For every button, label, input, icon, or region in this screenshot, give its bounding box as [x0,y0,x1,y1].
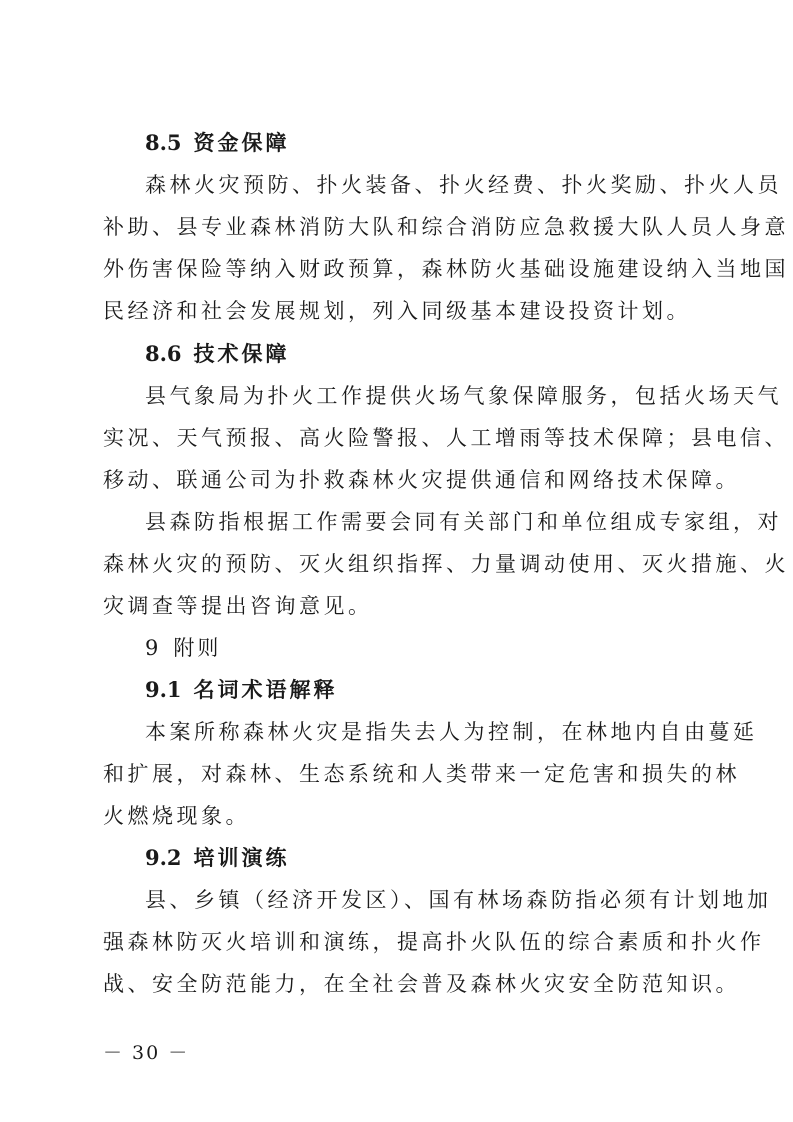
section-title: 培训演练 [193,845,290,870]
paragraph-line: 和扩展，对森林、生态系统和人类带来一定危害和损失的林 [103,762,740,786]
section-number: 9.2 [145,845,182,870]
paragraph-line: 灾调查等提出咨询意见。 [103,594,373,618]
paragraph-line: 县气象局为扑火工作提供火场气象保障服务，包括火场天气 [145,384,782,408]
chapter-number: 9 [145,636,162,660]
paragraph-line: 实况、天气预报、高火险警报、人工增雨等技术保障；县电信、 [103,426,789,450]
paragraph-line: 县森防指根据工作需要会同有关部门和单位组成专家组，对 [145,510,782,534]
section-title: 技术保障 [193,341,290,366]
section-heading-8-6 [145,339,290,369]
paragraph-line: 补助、县专业森林消防大队和综合消防应急救援大队人员人身意 [103,215,789,239]
paragraph-line: 外伤害保险等纳入财政预算，森林防火基础设施建设纳入当地国 [103,257,789,281]
page-number: － 30 － [103,1042,190,1064]
section-heading-8-5 [145,128,290,158]
paragraph-line: 强森林防灭火培训和演练，提高扑火队伍的综合素质和扑火作 [103,930,765,954]
paragraph-line: 本案所称森林火灾是指失去人为控制，在林地内自由蔓延 [145,720,758,744]
chapter-title: 附则 [173,636,222,660]
section-title: 名词术语解释 [193,677,338,702]
paragraph-line: 战、安全防范能力，在全社会普及森林火灾安全防范知识。 [103,972,740,996]
paragraph-line: 民经济和社会发展规划，列入同级基本建设投资计划。 [103,299,691,323]
section-heading-9-2 [145,843,290,873]
section-number: 8.5 [145,130,182,155]
paragraph-line: 森林火灾预防、扑火装备、扑火经费、扑火奖励、扑火人员 [145,173,782,197]
section-heading-9-1 [145,675,338,705]
section-title: 资金保障 [193,130,290,155]
paragraph-line: 县、乡镇（经济开发区）、国有林场森防指必须有计划地加 [145,888,772,912]
section-number: 8.6 [145,341,182,366]
paragraph-line: 火燃烧现象。 [103,804,250,828]
paragraph-line: 森林火灾的预防、灭火组织指挥、力量调动使用、灭火措施、火 [103,552,789,576]
chapter-heading-9 [145,633,221,663]
paragraph-line: 移动、联通公司为扑救森林火灾提供通信和网络技术保障。 [103,468,740,492]
section-number: 9.1 [145,677,182,702]
